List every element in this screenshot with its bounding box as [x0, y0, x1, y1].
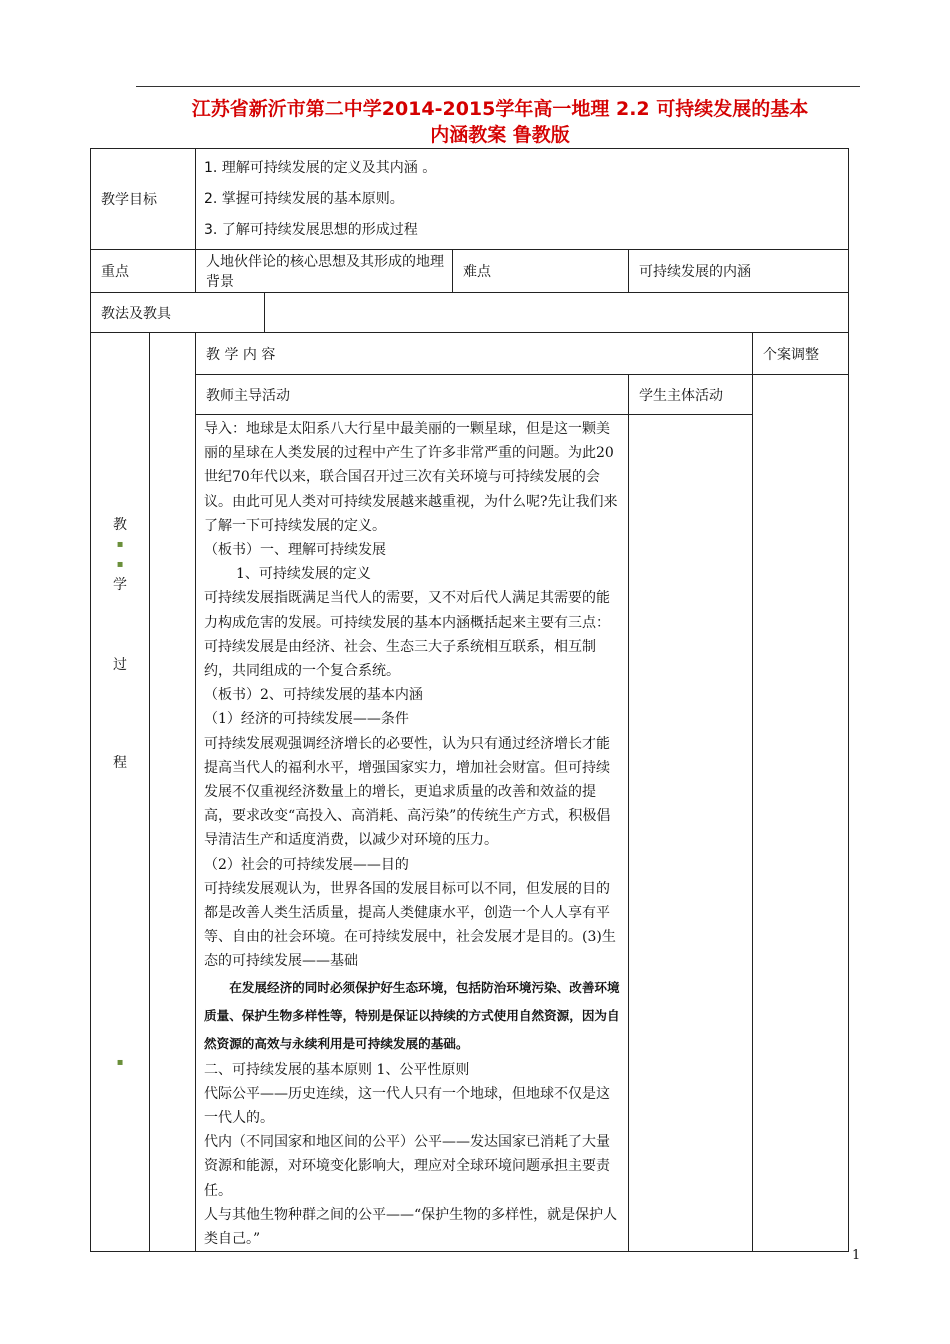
student-activity-cell: [629, 415, 753, 1252]
goal-item: 1. 理解可持续发展的定义及其内涵 。: [204, 159, 437, 176]
paragraph: 人与其他生物种群之间的公平——“保护生物的多样性，就是保护人类自己。”: [204, 1206, 618, 1248]
header-rule: [136, 86, 860, 87]
content-row: [91, 415, 849, 1252]
paragraph: 1、可持续发展的定义: [236, 566, 371, 583]
process-char: 程: [113, 755, 127, 771]
key-point-label: 重点: [91, 250, 196, 293]
process-char: 学: [113, 577, 127, 593]
paragraph: 代际公平——历史连续，这一代人只有一个地球，但地球不仅是这一代人的。: [204, 1085, 610, 1127]
paragraph: 在发展经济的同时必须保护好生态环境，包括防治环境污染、改善环境质量、保护生物多样性等，特别是保证以持续的方式使用自然资源，因为自然资源的高效与永续利用是可持续发展的基础。: [204, 979, 620, 1051]
key-points-row: [91, 250, 849, 293]
teacher-header: 教师主导活动: [196, 375, 629, 415]
student-header: 学生主体活动: [629, 375, 753, 415]
key-point-value: 人地伙伴论的核心思想及其形成的地理背景: [196, 250, 453, 293]
lesson-plan-table: [90, 148, 849, 1252]
methods-row: [91, 293, 849, 333]
content-header: 教 学 内 容: [196, 333, 753, 375]
margin-mark: ▪: [116, 1057, 124, 1068]
paragraph: （板书）2、可持续发展的基本内涵: [204, 687, 423, 704]
paragraph: （板书）一、理解可持续发展: [204, 542, 386, 559]
paragraph: 二、可持续发展的基本原则 1、公平性原则: [204, 1061, 470, 1078]
title-line-2: 内涵教案 鲁教版: [430, 124, 570, 146]
methods-label: 教法及教具: [91, 293, 265, 333]
difficulty-label: 难点: [453, 250, 629, 293]
adjust-cell: [753, 375, 849, 1252]
paragraph: 代内（不同国家和地区间的公平）公平——发达国家已消耗了大量资源和能源，对环境变化影响大，理应对全球环境问题承担主要责任。: [204, 1134, 610, 1199]
goal-item: 2. 掌握可持续发展的基本原则。: [204, 190, 404, 207]
paragraph: 可持续发展指既满足当代人的需要，又不对后代人满足其需要的能力构成危害的发展。可持续发展的基本内涵概括起来主要有三点：可持续发展是由经济、社会、生态三大子系统相互联系，相互制约，共同组成的一个复合系统。: [204, 590, 610, 680]
goals-list: [196, 149, 849, 250]
blank-column: [150, 333, 196, 1252]
paragraph: 可持续发展观强调经济增长的必要性，认为只有通过经济增长才能提高当代人的福利水平，增强国家实力，增加社会财富。但可持续发展不仅重视经济数量上的增长，更追求质量的改善和效益的提高，要求改变“高投入、高消耗、高污染”的传统生产方式，积极倡导清洁生产和适度消费，以减少对环境的压力。: [204, 735, 611, 849]
activity-header-row: [91, 375, 849, 415]
difficulty-value: 可持续发展的内涵: [629, 250, 849, 293]
process-char: 过: [113, 657, 127, 673]
goals-row: [91, 149, 849, 250]
margin-mark: ▪: [116, 559, 124, 570]
paragraph: 可持续发展观认为，世界各国的发展目标可以不同，但发展的目的都是改善人类生活质量，提高人类健康水平，创造一个人人享有平等、自由的社会环境。在可持续发展中，社会发展才是目的。(3)生态的可持续发展——基础: [204, 880, 616, 970]
paragraph: （2）社会的可持续发展——目的: [204, 856, 409, 873]
process-label: [91, 333, 150, 1252]
methods-value: [265, 293, 849, 333]
goals-label: 教学目标: [91, 149, 196, 250]
content-header-row: [91, 333, 849, 375]
page-number: 1: [852, 1248, 861, 1263]
document-title: [90, 96, 910, 148]
goal-item: 3. 了解可持续发展思想的形成过程: [204, 221, 418, 238]
paragraph: （1）经济的可持续发展——条件: [204, 711, 409, 728]
teacher-activity-text: [196, 415, 629, 1252]
paragraph: 导入：地球是太阳系八大行星中最美丽的一颗星球，但是这一颗美丽的星球在人类发展的过程中产生了许多非常严重的问题。为此20世纪70年代以来，联合国召开过三次有关环境与可持续发展的会议。由此可见人类对可持续发展越来越重视，为什么呢?先让我们来了解一下可持续发展的定义。: [204, 421, 618, 534]
adjust-header: 个案调整: [753, 333, 849, 375]
margin-mark: ▪: [116, 539, 124, 550]
title-line-1: 江苏省新沂市第二中学2014-2015学年高一地理 2.2 可持续发展的基本: [191, 98, 809, 120]
process-char: 教: [113, 517, 127, 533]
